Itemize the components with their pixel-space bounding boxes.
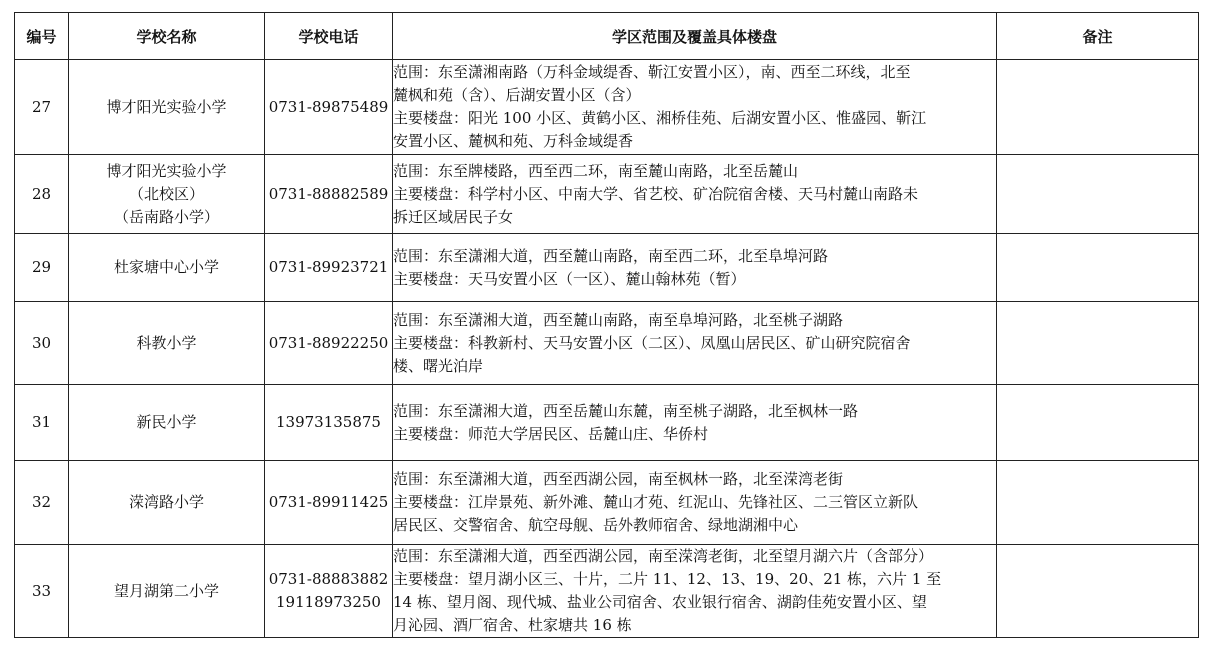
table-row	[15, 545, 1199, 638]
table-row	[15, 461, 1199, 545]
table-header-row	[15, 13, 1199, 60]
school-phone	[265, 155, 393, 234]
school-phone	[265, 60, 393, 155]
school-name-line: 博才阳光实验小学	[106, 161, 227, 180]
description-line: 主要楼盘：阳光 100 小区、黄鹤小区、湘桥佳苑、后湖安置小区、惟盛园、靳江	[393, 109, 927, 127]
header-number: 编号	[15, 13, 69, 60]
school-name	[69, 234, 265, 302]
table-row	[15, 60, 1199, 155]
school-number: 29	[15, 234, 69, 302]
school-name-line: 新民小学	[136, 413, 197, 431]
phone-number: 0731-88883882	[268, 570, 389, 588]
school-name-line: 望月湖第二小学	[113, 581, 219, 600]
description-line: 主要楼盘：师范大学居民区、岳麓山庄、华侨村	[393, 424, 709, 443]
school-number: 32	[15, 461, 69, 545]
table-row	[15, 234, 1199, 302]
description-line: 麓枫和苑（含）、后湖安置小区（含）	[393, 86, 641, 104]
remarks-cell	[997, 385, 1199, 461]
remarks-cell	[997, 60, 1199, 155]
phone-number: 0731-88882589	[268, 184, 389, 203]
district-description	[393, 385, 997, 461]
phone-number: 19118973250	[276, 593, 381, 611]
description-line: 范围：东至潇湘大道，西至麓山南路，南至西二环，北至阜埠河路	[393, 246, 829, 265]
description-line: 范围：东至潇湘大道，西至麓山南路，南至阜埠河路，北至桃子湖路	[393, 310, 844, 329]
phone-number: 0731-89875489	[268, 97, 389, 116]
school-name-line: 科教小学	[136, 333, 197, 352]
description-line: 拆迁区域居民子女	[393, 207, 514, 226]
school-phone	[265, 234, 393, 302]
description-line: 安置小区、麓枫和苑、万科金域缇香	[393, 132, 634, 150]
header-school-phone: 学校电话	[265, 13, 393, 60]
district-description	[393, 461, 997, 545]
school-name-line: 溁湾路小学	[128, 493, 204, 511]
school-phone	[265, 461, 393, 545]
school-name	[69, 545, 265, 638]
district-description	[393, 155, 997, 234]
remarks-cell	[997, 545, 1199, 638]
school-name	[69, 461, 265, 545]
remarks-cell	[997, 155, 1199, 234]
table-row	[15, 155, 1199, 234]
school-name-line: （北校区）	[128, 184, 204, 203]
school-name	[69, 60, 265, 155]
school-number: 27	[15, 60, 69, 155]
description-line: 范围：东至潇湘大道，西至西湖公园，南至溁湾老街，北至望月湖六片（含部分）	[393, 547, 934, 565]
school-phone	[265, 385, 393, 461]
header-district: 学区范围及覆盖具体楼盘	[393, 13, 997, 60]
school-name	[69, 155, 265, 234]
table-row	[15, 385, 1199, 461]
school-name	[69, 385, 265, 461]
table-row	[15, 302, 1199, 385]
school-number: 31	[15, 385, 69, 461]
description-line: 主要楼盘：科教新村、天马安置小区（二区）、凤凰山居民区、矿山研究院宿舍	[393, 333, 911, 352]
description-line: 居民区、交警宿舍、航空母舰、岳外教师宿舍、绿地湖湘中心	[393, 516, 799, 534]
description-line: 主要楼盘：天马安置小区（一区）、麓山翰林苑（暂）	[393, 269, 746, 288]
description-line: 主要楼盘：望月湖小区三、十片，二片 11、12、13、19、20、21 栋，六片 1 至	[393, 570, 942, 588]
description-line: 范围：东至潇湘大道，西至岳麓山东麓，南至桃子湖路，北至枫林一路	[393, 401, 859, 420]
school-number: 33	[15, 545, 69, 638]
school-name-line: 杜家塘中心小学	[113, 258, 219, 276]
description-line: 范围：东至潇湘大道，西至西湖公园，南至枫林一路，北至溁湾老街	[393, 470, 844, 488]
header-remarks: 备注	[997, 13, 1199, 60]
school-phone	[265, 302, 393, 385]
description-line: 楼、曙光泊岸	[393, 356, 484, 375]
phone-number: 13973135875	[276, 413, 381, 431]
description-line: 主要楼盘：科学村小区、中南大学、省艺校、矿冶院宿舍楼、天马村麓山南路未	[393, 184, 919, 203]
school-district-table	[14, 12, 1199, 638]
description-line: 主要楼盘：江岸景苑、新外滩、麓山才苑、红泥山、先锋社区、二三管区立新队	[393, 493, 919, 511]
description-line: 范围：东至潇湘南路（万科金域缇香、靳江安置小区），南、西至二环线，北至	[393, 63, 911, 81]
school-number: 30	[15, 302, 69, 385]
school-name	[69, 302, 265, 385]
remarks-cell	[997, 461, 1199, 545]
school-name-line: （岳南路小学）	[113, 207, 219, 226]
school-phone	[265, 545, 393, 638]
remarks-cell	[997, 302, 1199, 385]
district-description	[393, 234, 997, 302]
school-name-line: 博才阳光实验小学	[106, 97, 227, 116]
district-description	[393, 60, 997, 155]
description-line: 14 栋、望月阁、现代城、盐业公司宿舍、农业银行宿舍、湖韵佳苑安置小区、望	[393, 593, 927, 611]
phone-number: 0731-88922250	[268, 333, 389, 352]
header-school-name: 学校名称	[69, 13, 265, 60]
remarks-cell	[997, 234, 1199, 302]
phone-number: 0731-89923721	[268, 258, 389, 276]
school-number: 28	[15, 155, 69, 234]
phone-number: 0731-89911425	[268, 493, 389, 511]
description-line: 月沁园、酒厂宿舍、杜家塘共 16 栋	[393, 616, 632, 634]
description-line: 范围：东至牌楼路，西至西二环，南至麓山南路，北至岳麓山	[393, 161, 799, 180]
district-description	[393, 545, 997, 638]
district-description	[393, 302, 997, 385]
